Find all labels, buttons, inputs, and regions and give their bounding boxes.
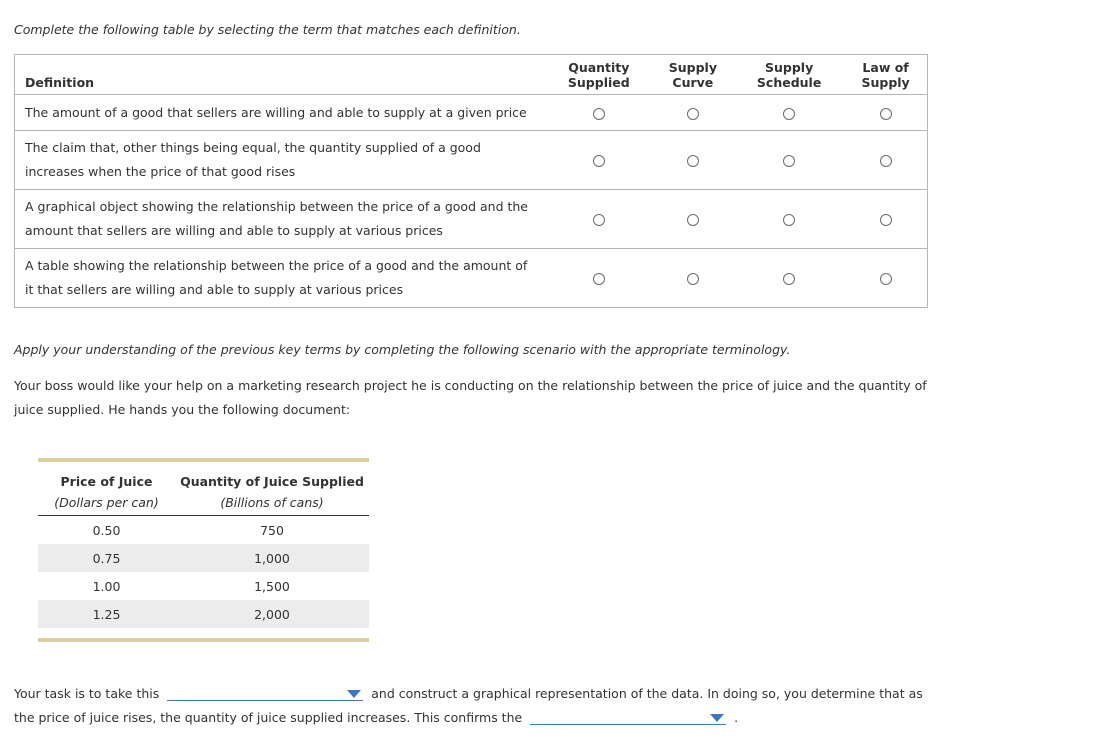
- radio-cell: [844, 131, 927, 190]
- quantity-column-header: Quantity of Juice Supplied: [180, 474, 364, 489]
- radio-cell: [734, 249, 844, 308]
- header-line: Law of: [862, 59, 909, 75]
- definition-cell: [15, 131, 547, 190]
- price-cell: 1.00: [92, 578, 121, 594]
- radio-cell: [844, 190, 927, 249]
- radio-cell: [734, 131, 844, 190]
- radio-supply-curve[interactable]: [687, 155, 699, 167]
- dropdown-arrow-icon: [710, 714, 724, 722]
- table-spacer: [38, 628, 369, 638]
- radio-cell: [844, 95, 927, 131]
- table-row: [38, 544, 369, 572]
- radio-cell: [652, 131, 734, 190]
- quantity-cell: 1,500: [254, 578, 290, 594]
- scenario-paragraph: Your boss would like your help on a marketing research project he is conducting on the relationship between the price of juice and the quantity of juice supplied. He hands you the following document:: [14, 378, 927, 417]
- radio-supply-curve[interactable]: [687, 108, 699, 120]
- radio-supply-schedule[interactable]: [783, 273, 795, 285]
- radio-cell: [734, 190, 844, 249]
- quantity-cell: 2,000: [175, 600, 369, 628]
- radio-law-of-supply[interactable]: [880, 108, 892, 120]
- column-header-supply-curve: [652, 55, 734, 95]
- quantity-cell: 1,000: [175, 544, 369, 572]
- radio-cell: [652, 190, 734, 249]
- price-column-header: Price of Juice: [60, 474, 153, 489]
- header-line: Supply: [861, 74, 910, 90]
- table-row: [15, 249, 928, 308]
- definition-matching-table: [14, 54, 928, 308]
- header-line: Curve: [672, 74, 714, 90]
- definition-cell: [15, 190, 547, 249]
- radio-cell: [652, 95, 734, 131]
- definition-cell: [15, 249, 547, 308]
- table-row: [15, 190, 928, 249]
- task-paragraph: [14, 682, 944, 730]
- radio-cell: [546, 190, 652, 249]
- price-cell: 0.50: [92, 522, 121, 538]
- radio-supply-curve[interactable]: [687, 214, 699, 226]
- price-cell: 1.25: [38, 600, 175, 628]
- table-row: [15, 95, 928, 131]
- definition-text: it that sellers are willing and able to supply at various prices: [25, 282, 404, 297]
- task-text-part3: .: [734, 710, 739, 725]
- radio-law-of-supply[interactable]: [880, 273, 892, 285]
- radio-supply-schedule[interactable]: [783, 214, 795, 226]
- column-header-law-of-supply: [844, 55, 927, 95]
- task-text-part2: and construct a graphical representation of the data. In doing so, you determine that as the price of juice rises, the quantity of juice supplied increases. This confirms the: [14, 686, 923, 725]
- table-row: [38, 516, 369, 545]
- task-text-part1: Your task is to take this: [14, 686, 160, 701]
- table-row: [15, 131, 928, 190]
- radio-supply-curve[interactable]: [687, 273, 699, 285]
- radio-quantity-supplied[interactable]: [593, 214, 605, 226]
- term-dropdown-1[interactable]: [167, 686, 363, 701]
- radio-cell: [734, 95, 844, 131]
- radio-cell: [652, 249, 734, 308]
- radio-cell: [546, 131, 652, 190]
- radio-cell: [844, 249, 927, 308]
- apply-instruction: Apply your understanding of the previous key terms by completing the following scenario with the appropriate terminology.: [14, 342, 791, 357]
- quantity-column-units: (Billions of cans): [175, 490, 369, 516]
- radio-supply-schedule[interactable]: [783, 155, 795, 167]
- juice-subheader-row: [38, 490, 369, 516]
- juice-supply-table: [38, 458, 369, 642]
- header-line: Supplied: [567, 74, 630, 90]
- radio-quantity-supplied[interactable]: [593, 108, 605, 120]
- juice-data-table: [38, 462, 369, 628]
- definition-cell: [15, 95, 547, 131]
- radio-cell: [546, 95, 652, 131]
- definition-column-header: Definition: [15, 55, 547, 95]
- table-row: [38, 572, 369, 600]
- definition-text: A graphical object showing the relationship between the price of a good and the: [25, 199, 528, 214]
- column-header-quantity-supplied: [546, 55, 652, 95]
- table-row: [38, 600, 369, 628]
- radio-quantity-supplied[interactable]: [593, 155, 605, 167]
- radio-supply-schedule[interactable]: [783, 108, 795, 120]
- radio-quantity-supplied[interactable]: [593, 273, 605, 285]
- term-dropdown-2[interactable]: [530, 710, 726, 725]
- radio-cell: [546, 249, 652, 308]
- header-line: Quantity: [568, 59, 630, 75]
- definition-text: amount that sellers are willing and able to supply at various prices: [25, 223, 443, 238]
- price-column-units: (Dollars per can): [38, 490, 175, 516]
- definition-text: The amount of a good that sellers are willing and able to supply at a given price: [25, 104, 527, 120]
- radio-law-of-supply[interactable]: [880, 155, 892, 167]
- radio-law-of-supply[interactable]: [880, 214, 892, 226]
- price-cell: 0.75: [38, 544, 175, 572]
- dropdown-arrow-icon: [347, 690, 361, 698]
- definition-text: The claim that, other things being equal, the quantity supplied of a good: [25, 140, 481, 155]
- juice-header-row: [38, 462, 369, 490]
- column-header-supply-schedule: [734, 55, 844, 95]
- intro-instruction: Complete the following table by selecting the term that matches each definition.: [14, 22, 521, 37]
- header-line: Supply: [765, 59, 814, 75]
- quantity-cell: 750: [260, 522, 284, 538]
- header-line: Schedule: [756, 74, 822, 90]
- header-line: Supply: [668, 59, 717, 75]
- definition-text: A table showing the relationship between the price of a good and the amount of: [25, 258, 528, 273]
- definition-text: increases when the price of that good rises: [25, 164, 296, 179]
- table-header-row: [15, 55, 928, 95]
- table-bottom-bar: [38, 638, 369, 642]
